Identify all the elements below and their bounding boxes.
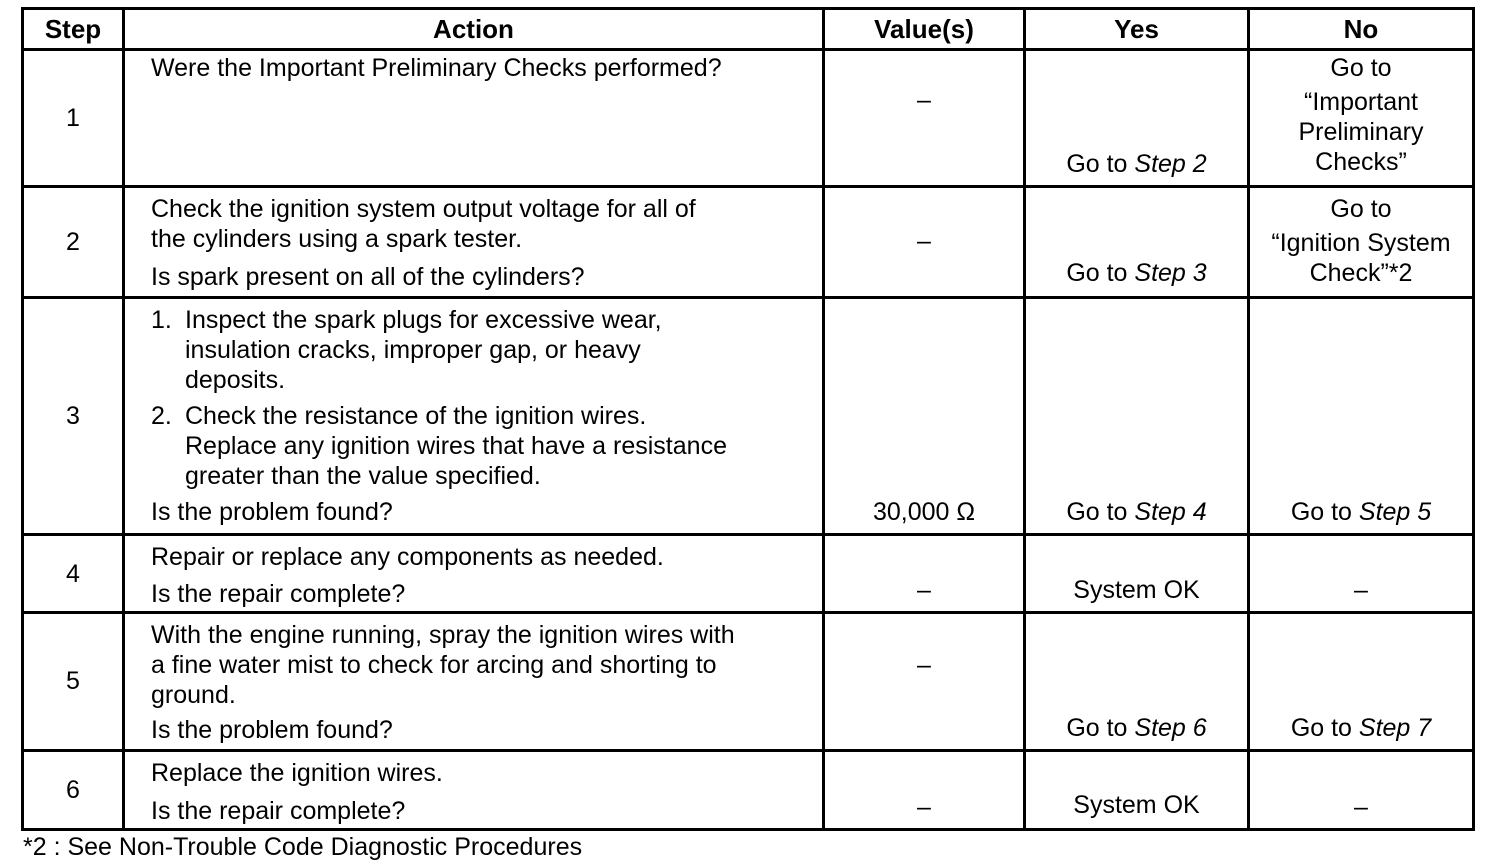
list-number: 2. xyxy=(151,402,172,431)
no-text: Preliminary xyxy=(1298,118,1424,146)
action-cell xyxy=(124,50,824,187)
table-row xyxy=(23,750,1474,829)
no-text: – xyxy=(1354,793,1368,821)
header-action: Action xyxy=(124,9,824,50)
no-cell xyxy=(1249,50,1474,187)
step-number: 2 xyxy=(23,186,124,298)
yes-cell xyxy=(1025,750,1249,829)
action-text: Repair or replace any components as needed. xyxy=(151,543,664,572)
no-cell xyxy=(1249,750,1474,829)
yes-text: Go to Step 3 xyxy=(1066,259,1207,288)
value-cell xyxy=(824,750,1025,829)
header-row xyxy=(23,9,1474,50)
footnote: *2 : See Non-Trouble Code Diagnostic Procedures xyxy=(23,833,583,861)
question-text: Is the problem found? xyxy=(151,498,393,527)
yes-text: Go to Step 2 xyxy=(1066,149,1207,178)
question-text: Is spark present on all of the cylinders? xyxy=(151,263,585,292)
step-number: 6 xyxy=(23,750,124,829)
action-text: ground. xyxy=(151,680,236,709)
yes-text: System OK xyxy=(1073,575,1200,604)
value-text: – xyxy=(917,86,931,114)
value-cell xyxy=(824,298,1025,535)
no-text: Go to Step 5 xyxy=(1290,498,1432,527)
no-cell xyxy=(1249,298,1474,535)
list-text: deposits. xyxy=(185,366,286,395)
question-text: Is the problem found? xyxy=(151,715,393,744)
value-cell xyxy=(824,535,1025,612)
action-cell xyxy=(124,750,824,829)
step-number: 3 xyxy=(23,298,124,535)
header-values: Value(s) xyxy=(824,9,1025,50)
header-step: Step xyxy=(23,9,124,50)
question-text: Is the repair complete? xyxy=(151,797,406,825)
no-text: “Ignition System xyxy=(1271,228,1451,257)
yes-cell xyxy=(1025,50,1249,187)
value-cell xyxy=(824,612,1025,750)
yes-text: Go to Step 6 xyxy=(1066,713,1207,742)
list-text: Inspect the spark plugs for excessive wear, xyxy=(185,306,662,335)
value-text: – xyxy=(917,793,931,821)
step-number: 5 xyxy=(23,612,124,750)
table-row xyxy=(23,298,1474,535)
table-row xyxy=(23,50,1474,187)
list-number: 1. xyxy=(151,306,172,335)
action-text: the cylinders using a spark tester. xyxy=(151,224,523,253)
header-no: No xyxy=(1249,9,1474,50)
action-text: a fine water mist to check for arcing and shorting to xyxy=(151,650,717,679)
yes-cell xyxy=(1025,298,1249,535)
table-row xyxy=(23,535,1474,612)
value-text: – xyxy=(917,226,931,255)
question-text: Is the repair complete? xyxy=(151,579,406,608)
no-text: Go to xyxy=(1330,54,1392,82)
no-cell xyxy=(1249,186,1474,298)
no-cell xyxy=(1249,612,1474,750)
no-cell xyxy=(1249,535,1474,612)
value-text: – xyxy=(917,650,931,679)
step-number: 1 xyxy=(23,50,124,187)
header-yes: Yes xyxy=(1025,9,1249,50)
action-text: Replace the ignition wires. xyxy=(151,758,443,787)
table-row xyxy=(23,186,1474,298)
yes-cell xyxy=(1025,612,1249,750)
action-cell xyxy=(124,186,824,298)
value-cell xyxy=(824,50,1025,187)
no-text: Checks” xyxy=(1315,148,1407,176)
no-text: “Important xyxy=(1304,88,1418,116)
no-text: – xyxy=(1354,575,1368,604)
no-text: Go to Step 7 xyxy=(1290,713,1432,742)
no-text: Check”*2 xyxy=(1309,258,1413,287)
action-cell xyxy=(124,612,824,750)
yes-text: System OK xyxy=(1073,791,1200,819)
yes-cell xyxy=(1025,535,1249,612)
list-text: insulation cracks, improper gap, or heavy xyxy=(185,336,641,365)
list-text: Check the resistance of the ignition wires. xyxy=(185,402,647,431)
action-cell xyxy=(124,535,824,612)
action-text: Check the ignition system output voltage for all of xyxy=(151,194,696,223)
no-text: Go to xyxy=(1330,194,1392,223)
step-number: 4 xyxy=(23,535,124,612)
list-item xyxy=(151,305,812,395)
yes-text: Go to Step 4 xyxy=(1066,498,1207,527)
action-text: Were the Important Preliminary Checks performed? xyxy=(151,54,722,82)
list-text: greater than the value specified. xyxy=(185,462,541,491)
value-text: 30,000 Ω xyxy=(872,498,976,527)
action-text: With the engine running, spray the ignition wires with xyxy=(151,620,735,649)
list-text: Replace any ignition wires that have a resistance xyxy=(185,432,727,461)
list-item xyxy=(151,401,812,491)
action-cell xyxy=(124,298,824,535)
yes-cell xyxy=(1025,186,1249,298)
diagnostic-table xyxy=(21,7,1475,831)
value-text: – xyxy=(917,575,931,604)
table-row xyxy=(23,612,1474,750)
value-cell xyxy=(824,186,1025,298)
